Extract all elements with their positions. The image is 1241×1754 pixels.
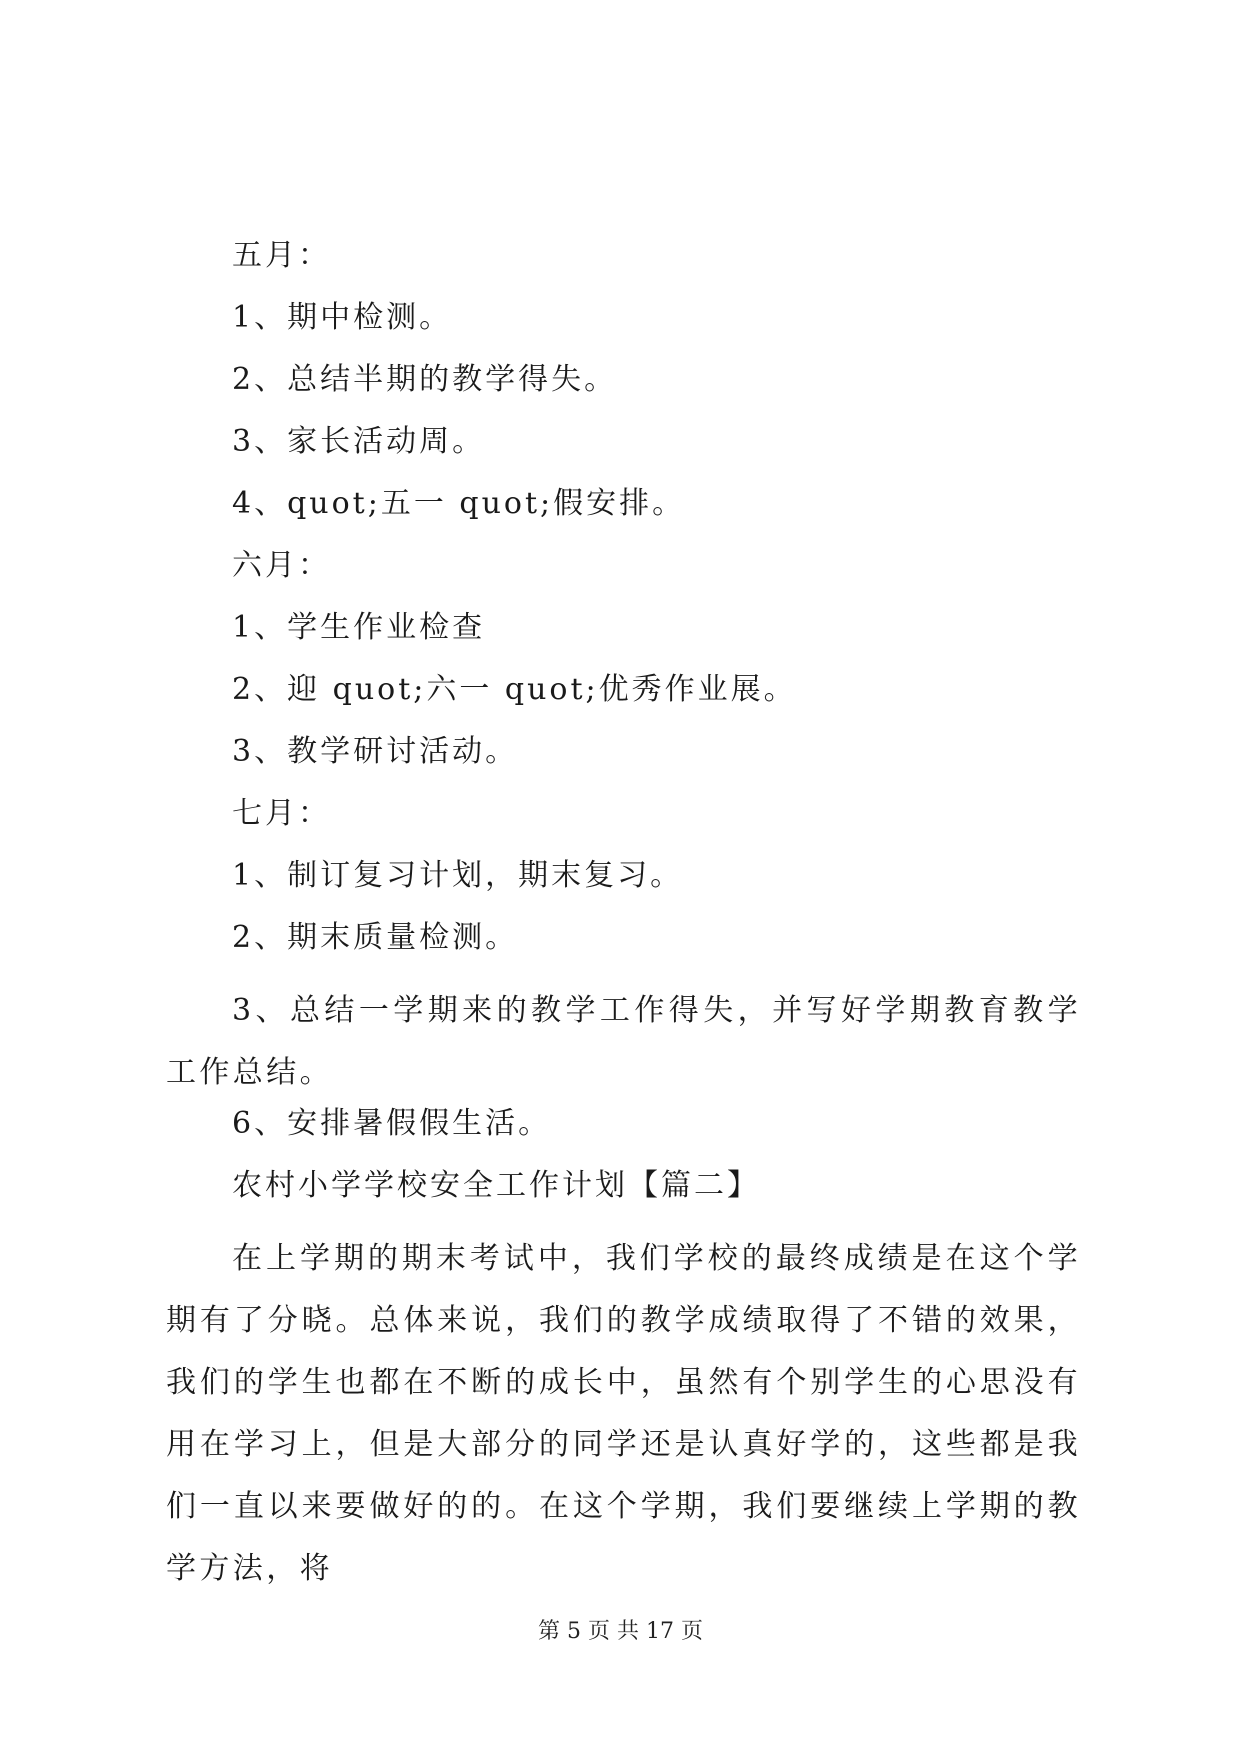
list-item: 2、期末质量检测。 xyxy=(232,920,519,955)
page-footer: 第 5 页 共 17 页 xyxy=(538,1619,703,1644)
list-item: 1、期中检测。 xyxy=(232,300,453,335)
list-item: 3、教学研讨活动。 xyxy=(232,734,519,769)
list-item-wrapped: 3、总结一学期来的教学工作得失，并写好学期教育教学工作总结。 xyxy=(166,993,1081,1090)
list-item: 1、学生作业检查 xyxy=(232,610,486,645)
list-item: 1、制订复习计划，期末复习。 xyxy=(232,858,684,893)
list-item: 3、家长活动周。 xyxy=(232,424,486,459)
month-heading-june: 六月： xyxy=(232,548,331,583)
list-item: 2、总结半期的教学得失。 xyxy=(232,362,618,397)
list-item: 4、quot;五一 quot;假安排。 xyxy=(232,486,686,521)
month-heading-july: 七月： xyxy=(232,796,331,831)
month-heading-may: 五月： xyxy=(232,238,331,273)
section-title: 农村小学学校安全工作计划【篇二】 xyxy=(232,1168,760,1203)
list-item: 2、迎 quot;六一 quot;优秀作业展。 xyxy=(232,672,797,707)
body-paragraph: 在上学期的期末考试中，我们学校的最终成绩是在这个学期有了分晓。总体来说，我们的教学成绩取得了不错的效果，我们的学生也都在不断的成长中，虽然有个别学生的心思没有用在学习上，但是大部分的同学还是认真好学的，这些都是我们一直以来要做好的的。在这个学期，我们要继续上学期的教学方法，将 xyxy=(166,1241,1081,1586)
list-item: 6、安排暑假假生活。 xyxy=(232,1106,552,1141)
